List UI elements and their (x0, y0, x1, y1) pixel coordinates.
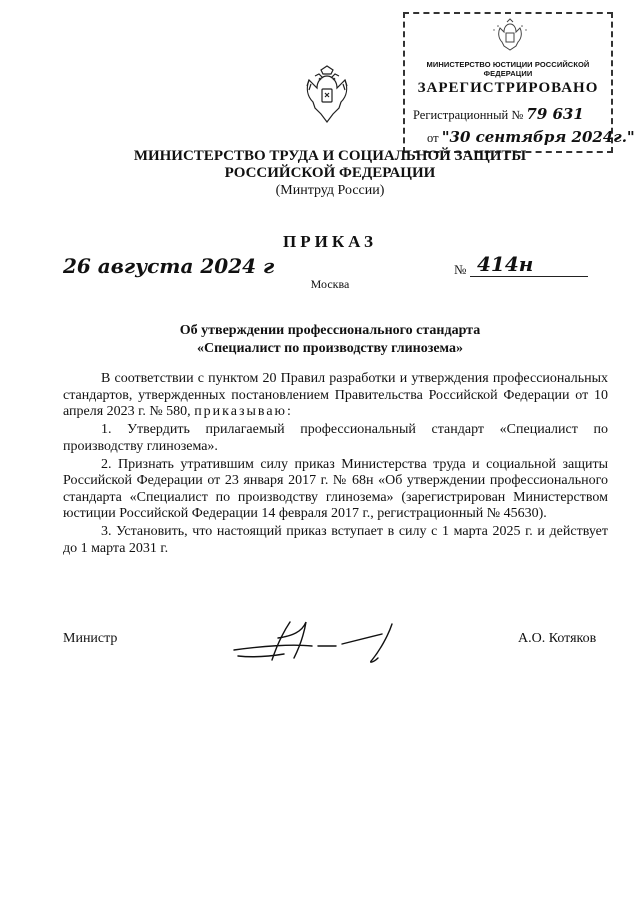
subject-line1: Об утверждении профессионального стандарта (179, 323, 481, 338)
stamp-reg-label: Регистрационный № (413, 108, 524, 122)
ministry-name-line2: РОССИЙСКОЙ ФЕДЕРАЦИИ (224, 165, 436, 181)
body-paragraph-3: 3. Установить, что настоящий приказ вступает в силу с 1 марта 2025 г. и действует до 1 марта 2031 г. (63, 524, 608, 556)
ministry-name (80, 148, 580, 182)
stamp-ministry-text: МИНИСТЕРСТВО ЮСТИЦИИ РОССИЙСКОЙ ФЕДЕРАЦИИ (426, 60, 590, 78)
handwritten-signature (232, 618, 402, 668)
preamble-order-word: приказываю: (194, 404, 293, 419)
order-number-handwritten: 414н (477, 252, 534, 276)
order-body (63, 371, 608, 559)
subject-line2: «Специалист по производству глинозема» (197, 341, 463, 356)
stamp-date-prefix: от (427, 131, 439, 145)
coat-of-arms-emblem-icon (303, 64, 351, 128)
stamp-date-value: "30 сентября 2024г." (441, 128, 635, 146)
order-number-underline (470, 276, 588, 277)
signatory-title: Министр (63, 631, 118, 646)
preamble-text: В соответствии с пунктом 20 Правил разработки и утверждения профессиональных стандартов, утвержденных постановлением Правительства Российской Федерации от 10 апреля 2023 г. № 580, (63, 371, 608, 419)
stamp-registration-number (413, 105, 584, 123)
city-name: Москва (310, 277, 350, 291)
stamp-emblem-icon (490, 16, 530, 56)
stamp-registered-text: ЗАРЕГИСТРИРОВАНО (417, 80, 599, 96)
order-subject (80, 322, 580, 358)
order-date-handwritten: 26 августа 2024 г (63, 254, 275, 278)
order-title: ПРИКАЗ (283, 232, 377, 251)
body-paragraph-2: 2. Признать утратившим силу приказ Министерства труда и социальной защиты Российской Федерации от 23 января 2017 г. № 68н «Об утверждении профессионального стандарта «Специалист по производству глинозема» (зарегистрирован Министерством юстиции Российской Федерации 14 февраля 2017 г., регистрационный № 45630). (63, 456, 608, 521)
stamp-registration-date (427, 128, 635, 146)
registration-stamp (403, 12, 635, 153)
ministry-short-name: (Минтруд России) (275, 183, 385, 198)
stamp-reg-number-value: 79 631 (526, 105, 584, 123)
signatory-name: А.О. Котяков (518, 631, 597, 646)
body-paragraph-1: 1. Утвердить прилагаемый профессиональный стандарт «Специалист по производству глинозема». (63, 422, 608, 454)
order-number-label: № (454, 262, 467, 277)
body-paragraph-preamble (63, 371, 608, 421)
ministry-name-line1: МИНИСТЕРСТВО ТРУДА И СОЦИАЛЬНОЙ ЗАЩИТЫ (133, 148, 527, 164)
